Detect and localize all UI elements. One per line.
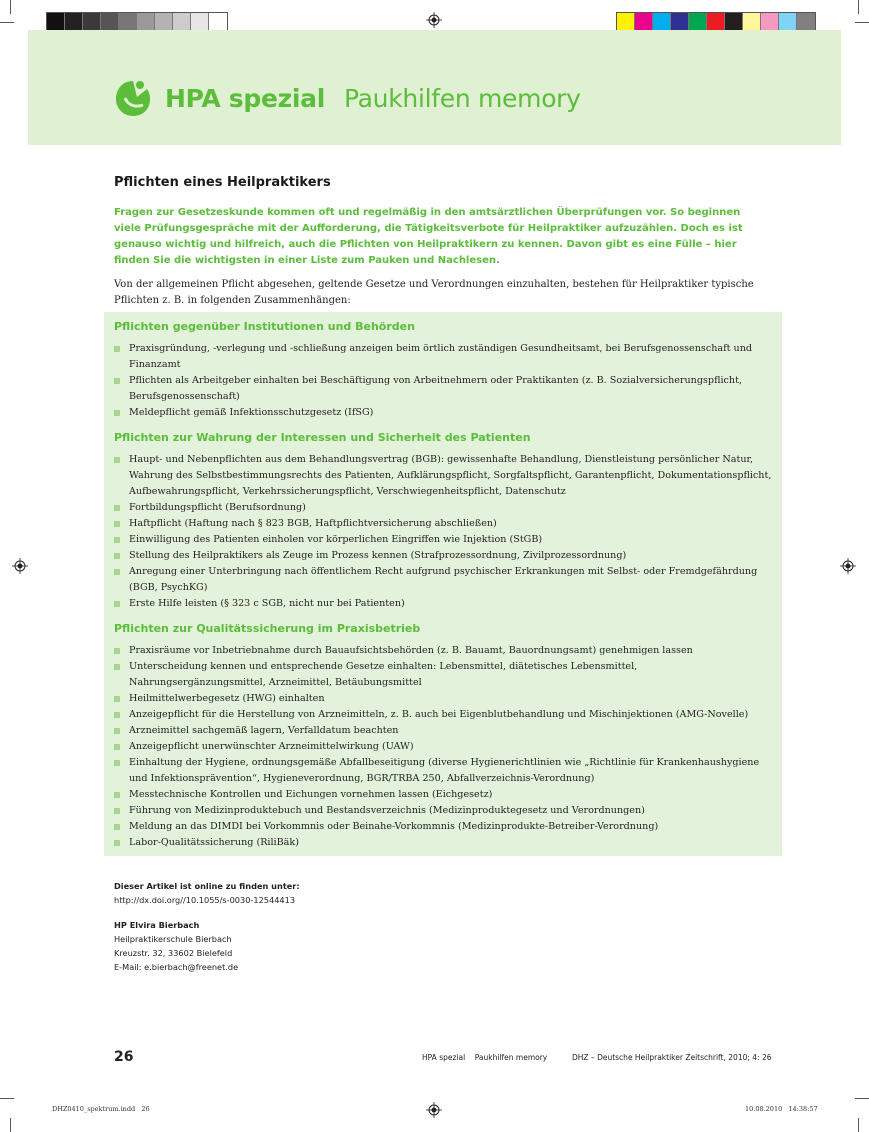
list-item: Heilmittelwerbegesetz (HWG) einhalten bbox=[114, 691, 774, 707]
color-swatch bbox=[707, 13, 725, 31]
list-item: Führung von Medizinproduktebuch und Bestandsverzeichnis (Medizinproduktegesetz und Verordnungen) bbox=[114, 803, 774, 819]
article-intro: Von der allgemeinen Pflicht abgesehen, geltende Gesetze und Verordnungen einzuhalten, bestehen für Heilpraktiker typische Pflichten z. B. in folgenden Zusammenhängen: bbox=[114, 279, 754, 306]
color-swatch bbox=[689, 13, 707, 31]
list-item: Einwilligung des Patienten einholen vor körperlichen Eingriffen wie Injektion (StGB) bbox=[114, 532, 774, 548]
color-swatch bbox=[191, 13, 209, 31]
list-item: Erste Hilfe leisten (§ 323 c SGB, nicht nur bei Patienten) bbox=[114, 596, 774, 612]
list-item: Pflichten als Arbeitgeber einhalten bei Beschäftigung von Arbeitnehmern oder Praktikanten (z. B. Sozialversicherungspflicht, Berufsgenossenschaft) bbox=[114, 373, 774, 405]
hpa-leaf-logo-icon bbox=[113, 78, 153, 118]
page-number: 26 bbox=[114, 1049, 134, 1065]
list-item: Meldepflicht gemäß Infektionsschutzgesetz (IfSG) bbox=[114, 405, 774, 421]
registration-mark-icon bbox=[12, 558, 28, 574]
list-item: Praxisgründung, -verlegung und -schließung anzeigen beim örtlich zuständigen Gesundheitsamt, bei Berufsgenossenschaft und Finanzamt bbox=[114, 341, 774, 373]
gray-scale-bar bbox=[46, 12, 228, 32]
brand-subtitle: Paukhilfen memory bbox=[344, 84, 581, 113]
crop-mark bbox=[858, 1118, 859, 1132]
registration-mark-icon bbox=[426, 1102, 442, 1118]
color-swatch bbox=[119, 13, 137, 31]
color-swatch bbox=[155, 13, 173, 31]
list-item: Stellung des Heilpraktikers als Zeuge im Prozess kennen (Strafprozessordnung, Zivilprozessordnung) bbox=[114, 548, 774, 564]
list-item: Haupt- und Nebenpflichten aus dem Behandlungsvertrag (BGB): gewissenhafte Behandlung, Dienstleistung persönlicher Natur, Wahrung des Selbstbestimmungsrechts des Patienten, Aufklärungspflicht, Sorgfaltspflicht, Garantenpflicht, Dokumentationspflicht, Aufbewahrungspflicht, Verkehrssicherungspflicht, Verschwiegenheitspflicht, Datenschutz bbox=[114, 452, 774, 500]
author-email[interactable]: E-Mail: e.bierbach@freenet.de bbox=[114, 962, 239, 972]
duties-list bbox=[114, 452, 774, 612]
color-swatch bbox=[779, 13, 797, 31]
color-swatch bbox=[635, 13, 653, 31]
list-item: Einhaltung der Hygiene, ordnungsgemäße Abfallbeseitigung (diverse Hygienerichtlinien wie „Richtlinie für Krankenhaushygiene und Infektionsprävention“, Hygieneverordnung, BGR/TRBA 250, Abfallverzeichnis-Verordnung) bbox=[114, 755, 774, 787]
brand-name: HPA spezial bbox=[165, 84, 325, 113]
list-item: Messtechnische Kontrollen und Eichungen vornehmen lassen (Eichgesetz) bbox=[114, 787, 774, 803]
list-item: Anzeigepflicht für die Herstellung von Arzneimitteln, z. B. auch bei Eigenblutbehandlung und Mischinjektionen (AMG-Novelle) bbox=[114, 707, 774, 723]
list-item: Praxisräume vor Inbetriebnahme durch Bauaufsichtsbehörden (z. B. Bauamt, Bauordnungsamt) genehmigen lassen bbox=[114, 643, 774, 659]
color-swatch bbox=[617, 13, 635, 31]
cmyk-color-bar bbox=[616, 12, 816, 32]
color-swatch bbox=[173, 13, 191, 31]
crop-mark bbox=[858, 0, 859, 14]
color-swatch bbox=[761, 13, 779, 31]
color-swatch bbox=[725, 13, 743, 31]
journal-citation: DHZ – Deutsche Heilpraktiker Zeitschrift, 2010; 4: 26 bbox=[572, 1053, 772, 1062]
author-address: Kreuzstr. 32, 33602 Bielefeld bbox=[114, 948, 233, 958]
color-swatch bbox=[797, 13, 815, 31]
color-swatch bbox=[137, 13, 155, 31]
registration-mark-icon bbox=[426, 12, 442, 28]
article-title: Pflichten eines Heilpraktikers bbox=[114, 175, 331, 190]
color-swatch bbox=[47, 13, 65, 31]
crop-mark bbox=[10, 1118, 11, 1132]
list-item: Anregung einer Unterbringung nach öffentlichem Recht aufgrund psychischer Erkrankungen mit Selbst- oder Fremdgefährdung (BGB, PsychKG) bbox=[114, 564, 774, 596]
color-swatch bbox=[653, 13, 671, 31]
crop-mark bbox=[10, 0, 11, 14]
color-swatch bbox=[101, 13, 119, 31]
doi-link[interactable]: http://dx.doi.org//10.1055/s-0030-12544413 bbox=[114, 895, 296, 905]
color-swatch bbox=[743, 13, 761, 31]
crop-mark bbox=[855, 22, 869, 23]
section-title: Pflichten gegenüber Institutionen und Behörden bbox=[114, 320, 415, 333]
section-title: Pflichten zur Qualitätssicherung im Praxisbetrieb bbox=[114, 622, 421, 635]
list-item: Arzneimittel sachgemäß lagern, Verfalldatum beachten bbox=[114, 723, 774, 739]
color-swatch bbox=[209, 13, 227, 31]
running-head: HPA spezial Paukhilfen memory bbox=[422, 1053, 548, 1062]
list-item: Anzeigepflicht unerwünschter Arzneimittelwirkung (UAW) bbox=[114, 739, 774, 755]
list-item: Haftpflicht (Haftung nach § 823 BGB, Haftpflichtversicherung abschließen) bbox=[114, 516, 774, 532]
slug-filename: DHZ0410_spektrum.indd 26 bbox=[52, 1105, 150, 1113]
duties-list bbox=[114, 643, 774, 851]
author-school: Heilpraktikerschule Bierbach bbox=[114, 934, 232, 944]
section-title: Pflichten zur Wahrung der Interessen und Sicherheit des Patienten bbox=[114, 431, 531, 444]
author-block bbox=[114, 918, 238, 974]
author-name: HP Elvira Bierbach bbox=[114, 920, 200, 930]
online-reference bbox=[114, 879, 300, 907]
slug-datetime: 10.08.2010 14:38:57 bbox=[745, 1105, 818, 1113]
color-swatch bbox=[65, 13, 83, 31]
list-item: Unterscheidung kennen und entsprechende Gesetze einhalten: Lebensmittel, diätetisches Lebensmittel, Nahrungsergänzungsmittel, Arzneimittel, Betäubungsmittel bbox=[114, 659, 774, 691]
list-item: Labor-Qualitätssicherung (RiliBäk) bbox=[114, 835, 774, 851]
color-swatch bbox=[671, 13, 689, 31]
online-label: Dieser Artikel ist online zu finden unter: bbox=[114, 881, 300, 891]
color-swatch bbox=[83, 13, 101, 31]
article-lead: Fragen zur Gesetzeskunde kommen oft und regelmäßig in den amtsärztlichen Überprüfungen vor. So beginnen viele Prüfungsgespräche mit der Aufforderung, die Tätigkeitsverbote für Heilpraktiker aufzuzählen. Doch es ist genauso wichtig und hilfreich, auch die Pflichten von Heilpraktikern zu kennen. Davon gibt es eine Fülle – hier finden Sie die wichtigsten in einer Liste zum Pauken und Nachlesen. bbox=[114, 207, 743, 266]
registration-mark-icon bbox=[840, 558, 856, 574]
crop-mark bbox=[855, 1098, 869, 1099]
crop-mark bbox=[0, 1098, 14, 1099]
crop-mark bbox=[0, 22, 14, 23]
list-item: Meldung an das DIMDI bei Vorkommnis oder Beinahe-Vorkommnis (Medizinprodukte-Betreiber-Verordnung) bbox=[114, 819, 774, 835]
duties-list bbox=[114, 341, 774, 421]
list-item: Fortbildungspflicht (Berufsordnung) bbox=[114, 500, 774, 516]
